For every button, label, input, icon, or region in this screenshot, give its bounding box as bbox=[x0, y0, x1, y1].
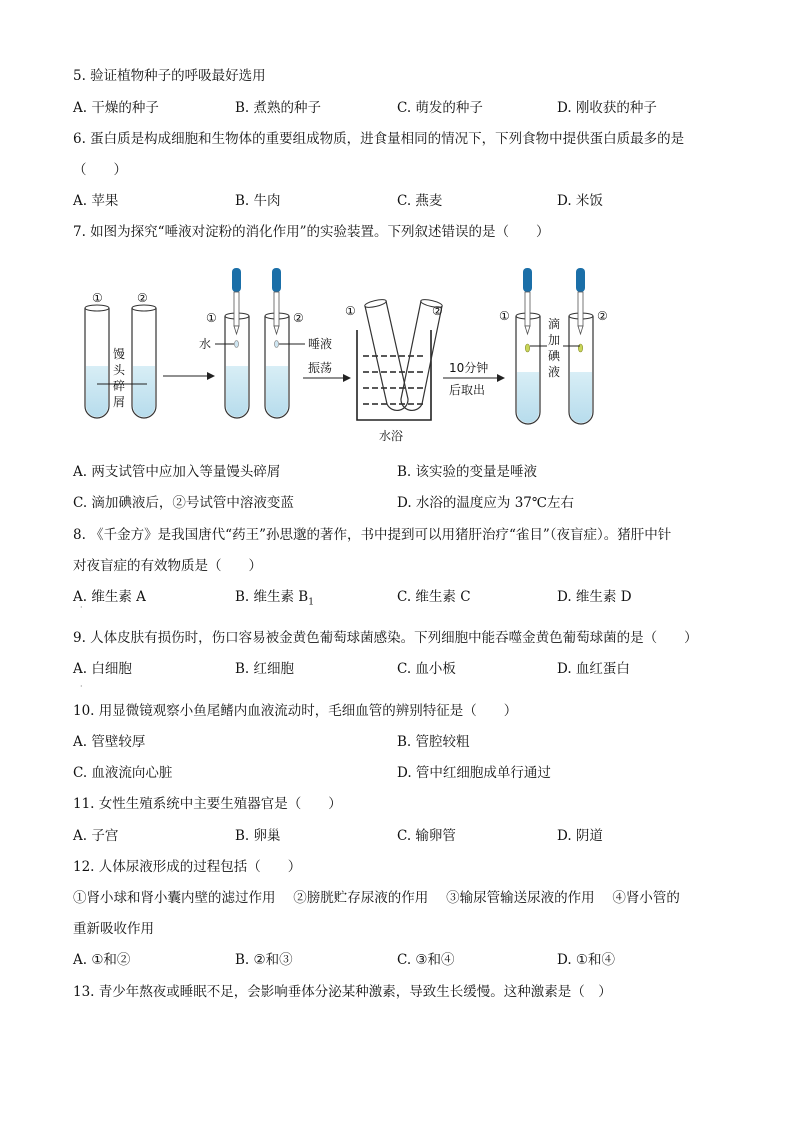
crumbs-char-3: 碎 bbox=[113, 379, 126, 393]
time-label-1: 10分钟 bbox=[449, 361, 489, 375]
q11-option-d: D. 阴道 bbox=[557, 828, 603, 844]
step4-dropper-1 bbox=[523, 268, 532, 352]
q7-experiment-figure bbox=[75, 258, 635, 448]
iodine-char-3: 碘 bbox=[548, 349, 561, 363]
step4-dropper-2 bbox=[576, 268, 585, 352]
shake-label: 振荡 bbox=[308, 361, 333, 375]
step2-label-2: ② bbox=[293, 311, 304, 325]
water-label: 水 bbox=[199, 337, 212, 351]
q10-stem: 10. 用显微镜观察小鱼尾鳍内血液流动时，毛细血管的辨别特征是（ ） bbox=[73, 703, 518, 719]
saliva-label: 唾液 bbox=[308, 337, 333, 351]
q8-option-c: C. 维生素 C bbox=[397, 589, 471, 605]
bath-label-1: ① bbox=[345, 304, 356, 318]
q8-stem-continued: 对夜盲症的有效物质是（ ） bbox=[73, 558, 262, 574]
step2-label-1: ① bbox=[206, 311, 217, 325]
stray-mark: · bbox=[80, 603, 83, 612]
iodine-char-4: 液 bbox=[548, 365, 561, 379]
q11-option-b: B. 卵巢 bbox=[235, 828, 281, 844]
q10-option-b: B. 管腔较粗 bbox=[397, 734, 470, 750]
q6-option-c: C. 燕麦 bbox=[397, 193, 443, 209]
q8-option-b: B. 维生素 $B_1$ bbox=[235, 589, 314, 608]
q11-option-a: A. 子宫 bbox=[73, 828, 119, 844]
q9-stem: 9. 人体皮肤有损伤时，伤口容易被金黄色葡萄球菌感染。下列细胞中能吞噬金黄色葡萄球菌的是（ ） bbox=[73, 630, 698, 646]
q12-option-a: A. ①和② bbox=[73, 952, 131, 968]
q6-stem-blank: （ ） bbox=[73, 162, 127, 178]
time-label-2: 后取出 bbox=[449, 383, 486, 397]
step4-label-2: ② bbox=[597, 309, 608, 323]
q10-option-c: C. 血液流向心脏 bbox=[73, 765, 173, 781]
q12-statements-line2: 重新吸收作用 bbox=[73, 921, 154, 937]
water-bath-label: 水浴 bbox=[379, 429, 404, 443]
q5-option-c: C. 萌发的种子 bbox=[397, 100, 483, 116]
q6-option-b: B. 牛肉 bbox=[235, 193, 281, 209]
q12-option-d: D. ①和④ bbox=[557, 952, 616, 968]
iodine-char-1: 滴 bbox=[548, 317, 561, 331]
q6-option-a: A. 苹果 bbox=[73, 193, 119, 209]
step4-label-1: ① bbox=[499, 309, 510, 323]
q6-stem: 6. 蛋白质是构成细胞和生物体的重要组成物质，进食量相同的情况下，下列食物中提供蛋白质最多的是 bbox=[73, 131, 685, 147]
step1-tube-1 bbox=[85, 305, 109, 418]
q8-stem: 8. 《千金方》是我国唐代“药王”孙思邈的著作，书中提到可以用猪肝治疗“雀目”（夜盲症）。猪肝中针 bbox=[73, 527, 672, 543]
q7-option-d: D. 水浴的温度应为 37℃左右 bbox=[397, 495, 574, 511]
step2-dropper-2 bbox=[272, 268, 281, 348]
q12-option-c: C. ③和④ bbox=[397, 952, 455, 968]
q11-stem: 11. 女性生殖系统中主要生殖器官是（ ） bbox=[73, 796, 342, 812]
step1-label-1: ① bbox=[92, 291, 103, 305]
q5-stem: 5. 验证植物种子的呼吸最好选用 bbox=[73, 68, 266, 84]
q8-option-b-subscript: 1 bbox=[308, 597, 314, 608]
iodine-char-2: 加 bbox=[548, 333, 561, 347]
q9-option-c: C. 血小板 bbox=[397, 661, 456, 677]
crumbs-char-1: 馒 bbox=[113, 347, 126, 361]
q7-option-a: A. 两支试管中应加入等量馒头碎屑 bbox=[73, 464, 281, 480]
q7-option-c: C. 滴加碘液后，②号试管中溶液变蓝 bbox=[73, 495, 294, 511]
bath-tube-1 bbox=[364, 298, 408, 410]
q9-option-d: D. 血红蛋白 bbox=[557, 661, 630, 677]
q6-option-d: D. 米饭 bbox=[557, 193, 603, 209]
q12-stem: 12. 人体尿液形成的过程包括（ ） bbox=[73, 859, 302, 875]
q7-stem: 7. 如图为探究“唾液对淀粉的消化作用”的实验装置。下列叙述错误的是（ ） bbox=[73, 224, 550, 240]
q9-option-a: A. 白细胞 bbox=[73, 661, 132, 677]
q5-option-b: B. 煮熟的种子 bbox=[235, 100, 322, 116]
q7-option-b: B. 该实验的变量是唾液 bbox=[397, 464, 538, 480]
step1-label-2: ② bbox=[137, 291, 148, 305]
step1-tube-2 bbox=[132, 305, 156, 418]
q10-option-d: D. 管中红细胞成单行通过 bbox=[397, 765, 551, 781]
q8-option-a: A. 维生素 A bbox=[73, 589, 146, 605]
bath-label-2: ② bbox=[432, 304, 443, 318]
q11-option-c: C. 输卵管 bbox=[397, 828, 456, 844]
q9-option-b: B. 红细胞 bbox=[235, 661, 295, 677]
crumbs-char-2: 头 bbox=[113, 363, 126, 377]
q13-stem: 13. 青少年熬夜或睡眠不足，会影响垂体分泌某种激素，导致生长缓慢。这种激素是（ ） bbox=[73, 984, 612, 1000]
q5-option-a: A. 干燥的种子 bbox=[73, 100, 159, 116]
q5-option-d: D. 刚收获的种子 bbox=[557, 100, 657, 116]
crumbs-char-4: 屑 bbox=[113, 395, 126, 409]
step2-dropper-1 bbox=[232, 268, 241, 348]
stray-mark: · bbox=[80, 682, 83, 691]
q12-option-b: B. ②和③ bbox=[235, 952, 293, 968]
q8-option-d: D. 维生素 D bbox=[557, 589, 632, 605]
q12-statements-line1: ①肾小球和肾小囊内壁的滤过作用 ②膀胱贮存尿液的作用 ③输尿管输送尿液的作用 ④肾小管的 bbox=[73, 890, 680, 906]
q10-option-a: A. 管壁较厚 bbox=[73, 734, 146, 750]
